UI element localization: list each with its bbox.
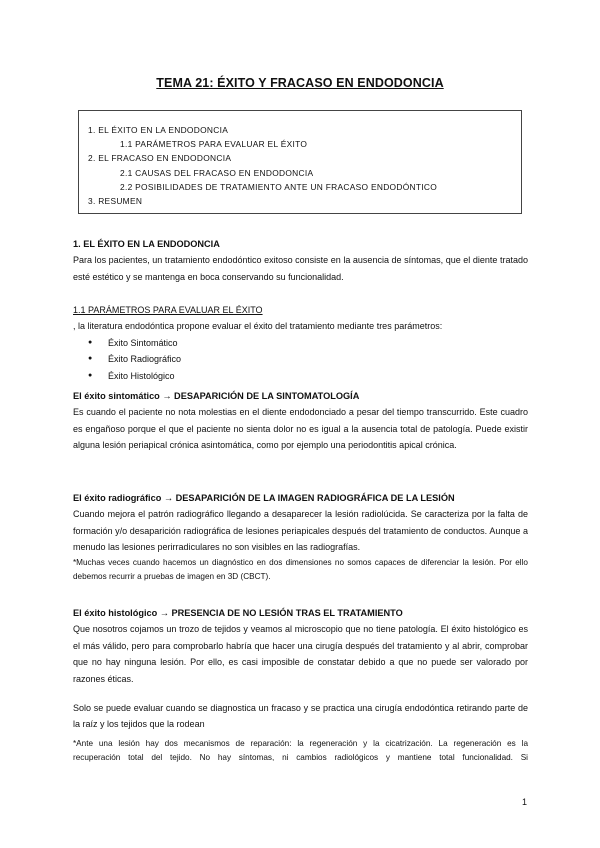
section-radiografico	[73, 490, 528, 584]
heading-result: → PRESENCIA DE NO LESIÓN TRAS EL TRATAMIENTO	[159, 608, 403, 618]
section-sintomatico	[73, 388, 528, 454]
heading-label: El éxito radiográfico	[73, 493, 162, 503]
paragraph: Solo se puede evaluar cuando se diagnostica un fracaso y se practica una cirugía endodóntica retirando parte de la raíz y los tejidos que la rodean	[73, 703, 528, 730]
footnote: *Ante una lesión hay dos mecanismos de reparación: la regeneración y la cicatrización. La regeneración es la	[73, 738, 528, 748]
parameter-list	[73, 335, 528, 384]
section-exito	[73, 236, 528, 285]
heading-label: El éxito histológico	[73, 608, 158, 618]
list-item: ● Éxito Radiográfico	[73, 351, 528, 367]
toc-item: 1. EL ÉXITO EN LA ENDODONCIA	[88, 125, 229, 135]
paragraph: Es cuando el paciente no nota molestias en el diente endodonciado a pesar del tiempo transcurrido. Este cuadro es engañoso porque el que el paciente no sienta dolor no es igual a la ausencia total de patología. Puede existir alguna lesión periapical crónica asintomática, como por ejemplo una periodontitis apical crónica.	[73, 407, 528, 451]
paragraph: Para los pacientes, un tratamiento endodóntico exitoso consiste en la ausencia de síntomas, que el diente tratado esté estético y se mantenga en boca conservando su funcionalidad.	[73, 255, 528, 282]
heading-result: → DESAPARICIÓN DE LA SINTOMATOLOGÍA	[162, 391, 360, 401]
toc-item: 1.1 PARÁMETROS PARA EVALUAR EL ÉXITO	[120, 139, 308, 150]
paragraph: Cuando mejora el patrón radiográfico llegando a desaparecer la lesión radiolúcida. Se caracteriza por la falta de formación y/o desaparición radiográfica de lesiones periapicales después del tratamiento de conductos. Aunque a menudo las lesiones perirradiculares no son visibles en las radiografías.	[73, 509, 528, 553]
page-title: TEMA 21: ÉXITO Y FRACASO EN ENDODONCIA	[156, 76, 444, 90]
paragraph-heading	[73, 605, 528, 621]
subsection-heading: 1.1 PARÁMETROS PARA EVALUAR EL ÉXITO	[73, 305, 263, 315]
footnote: *Muchas veces cuando hacemos un diagnóstico en dos dimensiones no somos capaces de diferenciar la lesión. Por ello debemos recurrir a pruebas de imagen en 3D (CBCT).	[73, 557, 528, 581]
toc-item: 2.2 POSIBILIDADES DE TRATAMIENTO ANTE UN FRACASO ENDODÓNTICO	[120, 181, 438, 192]
page-number: 1	[521, 797, 527, 807]
toc-item: 3. RESUMEN	[88, 196, 143, 207]
section-heading: 1. EL ÉXITO EN LA ENDODONCIA	[73, 239, 220, 249]
section-histologico	[73, 605, 528, 687]
paragraph: , la literatura endodóntica propone evaluar el éxito del tratamiento mediante tres parámetros:	[73, 321, 443, 332]
paragraph-heading	[73, 490, 528, 506]
list-item: ● Éxito Histológico	[73, 368, 528, 384]
heading-result: → DESAPARICIÓN DE LA IMAGEN RADIOGRÁFICA DE LA LESIÓN	[163, 493, 455, 503]
paragraph: Que nosotros cojamos un trozo de tejidos y veamos al microscopio que no tiene patología. El éxito histológico es el más válido, pero para comprobarlo habría que hacer una cirugía después del tratamiento y al abrir, comprobar que no hay ninguna lesión. Por ello, es casi imposible de constatar debido a que no puede ser valorado por razones éticas.	[73, 624, 528, 684]
toc-item: 2.1 CAUSAS DEL FRACASO EN ENDODONCIA	[120, 167, 314, 178]
toc-item: 2. EL FRACASO EN ENDODONCIA	[88, 153, 232, 164]
section-histologico-cont	[73, 700, 528, 765]
list-item: ● Éxito Sintomático	[73, 335, 528, 351]
footnote: recuperación total del tejido. No hay síntomas, ni cambios radiológicos y mantiene total funcionalidad. Si	[73, 752, 528, 762]
heading-label: El éxito sintomático	[73, 391, 160, 401]
section-parametros	[73, 302, 528, 384]
table-of-contents	[78, 110, 522, 214]
paragraph-heading	[73, 388, 528, 404]
